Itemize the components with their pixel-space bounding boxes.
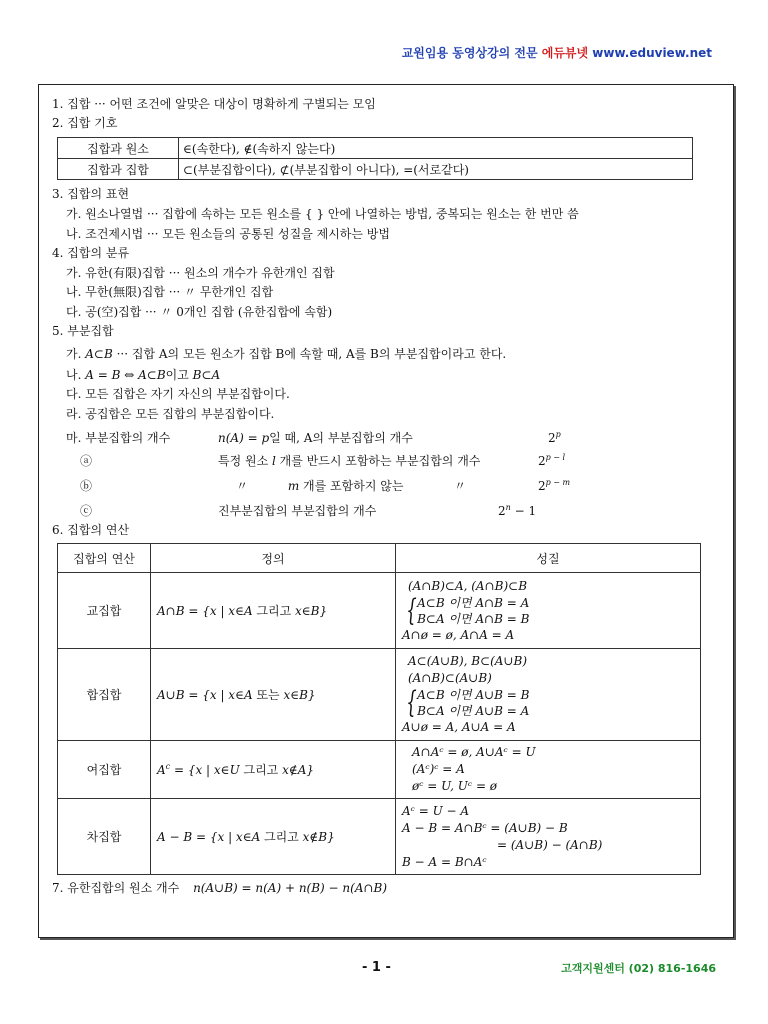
- property: øᶜ = U, Uᶜ = ø: [412, 779, 498, 793]
- symbol-table: [57, 137, 693, 180]
- section-2: 2. 집합 기호: [52, 116, 118, 130]
- header-cell: 정의: [151, 544, 396, 573]
- math-expression: l: [272, 454, 276, 468]
- bullet-a-text: [218, 453, 480, 469]
- section-5e-result: [548, 430, 561, 446]
- support-center: 고객지원센터 (02) 816-1646: [561, 962, 716, 975]
- section-3a: 가. 원소나열법 ··· 집합에 속하는 모든 원소를 { } 안에 나열하는 방법, 중복되는 원소는 한 번만 씀: [66, 207, 579, 221]
- text: 이고: [165, 368, 193, 382]
- math-expression: m: [287, 479, 300, 493]
- op-definition: [151, 649, 396, 741]
- text: 특정 원소: [218, 454, 272, 468]
- math-expression: A − B: [157, 830, 193, 844]
- power-exponent: p: [555, 430, 561, 439]
- header-cell: 성질: [396, 544, 701, 573]
- math-expression: = {x | x∈A: [192, 830, 265, 844]
- brace-content: [417, 687, 529, 719]
- section-3: 3. 집합의 표현: [52, 187, 130, 201]
- op-name: 교집합: [58, 573, 151, 649]
- math-expression: x∉A}: [278, 763, 315, 777]
- section-4c: 다. 공(空)집합 ··· 〃 0개인 집합 (유한집합에 속함): [66, 305, 333, 319]
- op-name: 여집합: [58, 741, 151, 799]
- math-expression: B⊂A: [192, 368, 221, 382]
- section-4b: 나. 무한(無限)집합 ··· 〃 무한개인 집합: [66, 285, 274, 299]
- property: B⊂A 이면 A∪B = A: [417, 704, 530, 718]
- math-expression: A∩B: [157, 604, 185, 618]
- brace-content: [417, 595, 529, 627]
- bullet-a-mark: ⓐ: [80, 454, 93, 468]
- section-6: 6. 집합의 연산: [52, 523, 130, 537]
- table-row: [58, 573, 701, 649]
- table-cell: 집합과 원소: [58, 138, 179, 159]
- op-name: 차집합: [58, 799, 151, 875]
- table-row: [58, 799, 701, 875]
- property: (A∩B)⊂A, (A∩B)⊂B: [408, 578, 528, 593]
- section-5e-condition: [218, 430, 413, 446]
- op-properties: [396, 649, 701, 741]
- table-row: [58, 741, 701, 799]
- header-brand: 에듀뷰넷: [541, 46, 589, 60]
- math-expression: = {x | x∈A: [184, 604, 257, 618]
- property: B − A = B∩Aᶜ: [402, 854, 487, 869]
- brace-block: [402, 687, 694, 719]
- section-5c: 다. 모든 집합은 자기 자신의 부분집합이다.: [66, 387, 290, 401]
- math-expression: x∈B}: [291, 604, 328, 618]
- op-properties: [396, 799, 701, 875]
- text: 개를 포함하지 않는: [299, 479, 404, 493]
- page-number: - 1 -: [362, 960, 391, 975]
- power-exponent: p − l: [545, 453, 566, 462]
- power-exponent: p − m: [545, 478, 571, 487]
- label: 7. 유한집합의 원소 개수: [52, 881, 180, 895]
- power-base: 2: [538, 454, 546, 468]
- bullet-c-result: [498, 503, 536, 519]
- math-expression: A: [157, 763, 166, 777]
- math-expression: = {x | x∈A: [184, 688, 257, 702]
- text: − 1: [510, 504, 537, 518]
- math-superscript: c: [165, 762, 171, 771]
- table-row: [58, 138, 693, 159]
- label: 마. 부분집합의 개수: [66, 431, 171, 445]
- bullet-b-result: [538, 478, 570, 494]
- property: = (A∪B) − (A∩B): [497, 837, 603, 852]
- property: A∪ø = A, A∪A = A: [402, 720, 516, 734]
- math-expression: A∪B: [157, 688, 185, 702]
- math-expression: x∉B}: [298, 830, 335, 844]
- header-prefix: 교원임용 동영상강의 전문: [401, 46, 542, 60]
- brace-icon: {: [406, 685, 417, 720]
- section-3b: 나. 조건제시법 ··· 모든 원소들의 공통된 성질을 제시하는 방법: [66, 227, 390, 241]
- property: (A∩B)⊂(A∪B): [408, 671, 492, 685]
- text: 일 때, A의 부분집합의 개수: [269, 431, 413, 445]
- power-base: 2: [538, 479, 546, 493]
- header-cell: 집합의 연산: [58, 544, 151, 573]
- property: (Aᶜ)ᶜ = A: [412, 762, 465, 776]
- bullet-c-text: 진부분집합의 부분집합의 개수: [218, 504, 377, 518]
- property: A − B = A∩Bᶜ = (A∪B) − B: [402, 820, 568, 835]
- bullet-b-text: [236, 478, 403, 494]
- op-definition: [151, 741, 396, 799]
- op-properties: [396, 741, 701, 799]
- property: A⊂B 이면 A∪B = B: [417, 688, 530, 702]
- table-row: [58, 649, 701, 741]
- brace-icon: {: [406, 592, 417, 628]
- table-cell: 집합과 집합: [58, 159, 179, 180]
- math-expression: n(A∪B) = n(A) + n(B) − n(A∩B): [193, 881, 388, 895]
- bullet-a-result: [538, 453, 565, 469]
- header-url[interactable]: www.eduview.net: [588, 46, 712, 60]
- property: B⊂A 이면 A∩B = B: [417, 611, 530, 626]
- section-5d: 라. 공집합은 모든 집합의 부분집합이다.: [66, 407, 275, 421]
- bullet-b-ditto: 〃: [454, 479, 467, 493]
- section-5: 5. 부분집합: [52, 324, 114, 338]
- table-cell: ⊂(부분집합이다), ⊄(부분집합이 아니다), =(서로같다): [179, 159, 693, 180]
- bullet-b-mark: ⓑ: [80, 479, 93, 493]
- op-name: 합집합: [58, 649, 151, 741]
- conjunction: 그리고: [264, 830, 299, 844]
- section-5a: [66, 346, 506, 362]
- text: 개를 반드시 포함하는 부분집합의 개수: [275, 454, 481, 468]
- section-5b: [66, 367, 220, 383]
- property: A⊂B 이면 A∩B = A: [417, 595, 530, 610]
- header-banner: [402, 44, 712, 61]
- math-expression: A = B ⇔ A⊂B: [85, 368, 166, 382]
- math-expression: = {x | x∈U: [170, 763, 244, 777]
- table-header-row: [58, 544, 701, 573]
- power-base: 2: [498, 504, 506, 518]
- table-cell: ∈(속한다), ∉(속하지 않는다): [179, 138, 693, 159]
- text: ··· 집합 A의 모든 원소가 집합 B에 속할 때, A를 B의 부분집합이라고 한다.: [112, 347, 507, 361]
- label: 가.: [66, 347, 82, 361]
- math-expression: x∈B}: [279, 688, 316, 702]
- conjunction: 그리고: [243, 763, 279, 777]
- section-4: 4. 집합의 분류: [52, 246, 130, 260]
- property: A∩Aᶜ = ø, A∪Aᶜ = U: [412, 745, 536, 759]
- math-expression: n(A) = p: [218, 431, 270, 445]
- table-row: [58, 159, 693, 180]
- bullet-c-mark: ⓒ: [80, 504, 93, 518]
- text: 〃: [236, 479, 249, 493]
- power-base: 2: [548, 431, 556, 445]
- conjunction: 또는: [256, 688, 280, 702]
- section-7: [52, 880, 387, 896]
- op-definition: [151, 799, 396, 875]
- label: 나.: [66, 368, 82, 382]
- section-4a: 가. 유한(有限)집합 ··· 원소의 개수가 유한개인 집합: [66, 266, 335, 280]
- section-1: 1. 집합 ··· 어떤 조건에 알맞은 대상이 명확하게 구별되는 모임: [52, 97, 376, 111]
- power-exponent: n: [505, 503, 511, 512]
- conjunction: 그리고: [256, 604, 292, 618]
- property: A⊂(A∪B), B⊂(A∪B): [408, 654, 528, 668]
- math-expression: A⊂B: [85, 347, 113, 361]
- section-5e: [66, 430, 170, 446]
- op-properties: [396, 573, 701, 649]
- operations-table: [57, 543, 701, 875]
- property: Aᶜ = U − A: [402, 803, 470, 818]
- property: A∩ø = ø, A∩A = A: [402, 627, 515, 642]
- op-definition: [151, 573, 396, 649]
- brace-block: [402, 592, 694, 628]
